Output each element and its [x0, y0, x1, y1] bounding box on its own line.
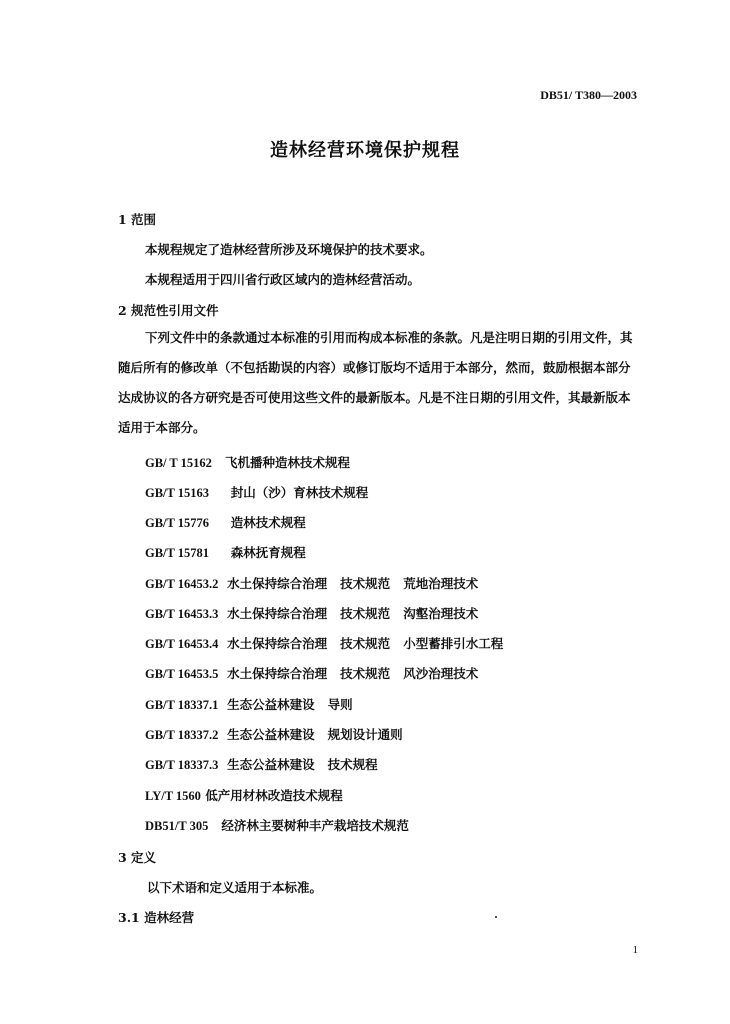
- reference-code: GB/ T 15162: [145, 456, 212, 470]
- section-1-paragraph-2: 本规程适用于四川省行政区域内的造林经营活动。: [145, 272, 421, 287]
- page-number: 1: [632, 944, 638, 956]
- scan-speck: [495, 916, 497, 918]
- reference-item: [145, 755, 378, 773]
- reference-item: [145, 786, 343, 804]
- section-1-paragraph-1: 本规程规定了造林经营所涉及环境保护的技术要求。: [145, 242, 433, 257]
- reference-code: GB/T 15163: [145, 486, 210, 500]
- section-2-paragraph: 下列文件中的条款通过本标准的引用而构成本标准的条款。凡是注明日期的引用文件，其随后所有的修改单（不包括勘误的内容）或修订版均不适用于本部分，然而，鼓励根据本部分达成协议的各方研究是否可使用这些文件的最新版本。凡是不注日期的引用文件，其最新版本适用于本部分。: [118, 330, 633, 435]
- reference-title: 水土保持综合治理 技术规范 风沙治理技术: [227, 666, 479, 681]
- reference-title: 生态公益林建设 规划设计通则: [227, 727, 403, 742]
- reference-code: GB/T 15776: [145, 516, 210, 530]
- document-number: DB51/ T380—2003: [540, 88, 637, 102]
- reference-item: [145, 483, 368, 501]
- reference-title: 经济林主要树种丰产栽培技术规范: [221, 818, 409, 833]
- reference-code: LY/T 1560: [145, 789, 201, 803]
- reference-code: GB/T 16453.3: [145, 607, 219, 621]
- reference-title: 封山（沙）育林技术规程: [230, 485, 369, 500]
- reference-item: [145, 695, 353, 713]
- reference-code: GB/T 15781: [145, 546, 210, 560]
- section-1-heading: 1 范围: [118, 212, 157, 227]
- reference-item: [145, 543, 306, 561]
- reference-item: [145, 604, 478, 622]
- section-3-paragraph-1: 以下术语和定义适用于本标准。: [147, 880, 323, 895]
- reference-title: 生态公益林建设 技术规程: [227, 757, 378, 772]
- reference-item: [145, 574, 478, 592]
- section-3-1-heading: 3.1 造林经营: [118, 910, 195, 925]
- reference-title: 森林抚育规程: [230, 545, 306, 560]
- reference-item: [145, 816, 409, 834]
- reference-code: DB51/T 305: [145, 819, 209, 833]
- reference-title: 飞机播种造林技术规程: [224, 455, 350, 470]
- reference-title: 水土保持综合治理 技术规范 小型蓄排引水工程: [227, 636, 504, 651]
- reference-item: [145, 453, 350, 471]
- reference-code: GB/T 18337.2: [145, 728, 219, 742]
- reference-item: [145, 664, 478, 682]
- reference-code: GB/T 18337.3: [145, 758, 219, 772]
- document-title: 造林经营环境保护规程: [270, 140, 460, 161]
- reference-title: 低产用材林改造技术规程: [205, 788, 343, 803]
- reference-title: 生态公益林建设 导则: [227, 697, 353, 712]
- reference-title: 造林技术规程: [230, 515, 306, 530]
- reference-item: [145, 725, 403, 743]
- section-2-heading: 2 规范性引用文件: [118, 303, 219, 318]
- reference-code: GB/T 18337.1: [145, 698, 219, 712]
- reference-item: [145, 513, 306, 531]
- section-3-heading: 3 定义: [118, 850, 157, 865]
- reference-title: 水土保持综合治理 技术规范 荒地治理技术: [227, 576, 479, 591]
- reference-code: GB/T 16453.5: [145, 667, 219, 681]
- reference-title: 水土保持综合治理 技术规范 沟壑治理技术: [227, 606, 479, 621]
- reference-code: GB/T 16453.4: [145, 637, 219, 651]
- reference-item: [145, 634, 503, 652]
- reference-code: GB/T 16453.2: [145, 577, 219, 591]
